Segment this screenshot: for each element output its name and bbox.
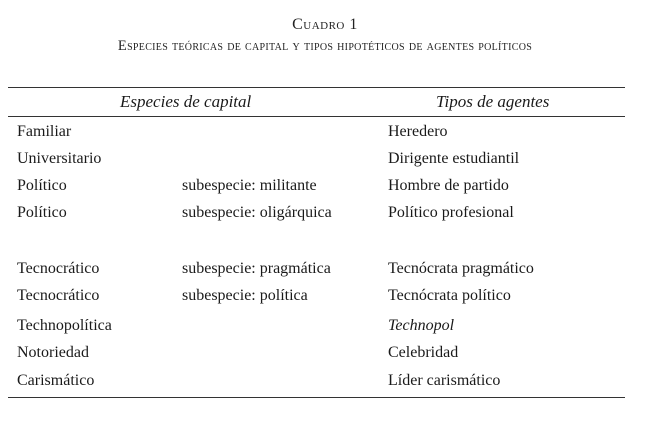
capital-cell: Universitario [17,150,102,167]
table-row [0,175,650,199]
agent-cell: Dirigente estudiantil [388,150,520,167]
agent-cell: Celebridad [388,344,459,361]
subspecies-cell: subespecie: pragmática [182,260,331,277]
agent-cell: Líder carismático [388,372,501,389]
agent-cell: Hombre de partido [388,177,509,194]
table-row [0,148,650,172]
agent-cell: Technopol [388,317,455,334]
subspecies-cell: subespecie: oligárquica [182,204,332,221]
column-header-capital: Especies de capital [120,92,252,111]
table-row [0,342,650,366]
capital-cell: Político [17,177,67,194]
table-row [0,285,650,309]
agent-cell: Tecnócrata político [388,287,511,304]
table-bottom-rule [8,397,625,398]
table-caption-title: Especies teóricas de capital y tipos hipotéticos de agentes políticos [117,38,533,54]
table-row [0,315,650,339]
subspecies-cell: subespecie: militante [182,177,317,194]
agent-cell: Político profesional [388,204,514,221]
capital-cell: Familiar [17,123,72,140]
table-row [0,202,650,226]
subspecies-cell: subespecie: política [182,287,308,304]
capital-cell: Technopolítica [17,317,112,334]
capital-cell: Político [17,204,67,221]
column-header-agents: Tipos de agentes [436,92,550,111]
table-row [0,121,650,145]
capital-cell: Tecnocrático [17,260,100,277]
table-row [0,258,650,282]
agent-cell: Tecnócrata pragmático [388,260,534,277]
capital-cell: Tecnocrático [17,287,100,304]
capital-cell: Notoriedad [17,344,89,361]
capital-cell: Carismático [17,372,95,389]
table-row [0,370,650,394]
table-caption-number: Cuadro 1 [292,16,358,33]
agent-cell: Heredero [388,123,448,140]
